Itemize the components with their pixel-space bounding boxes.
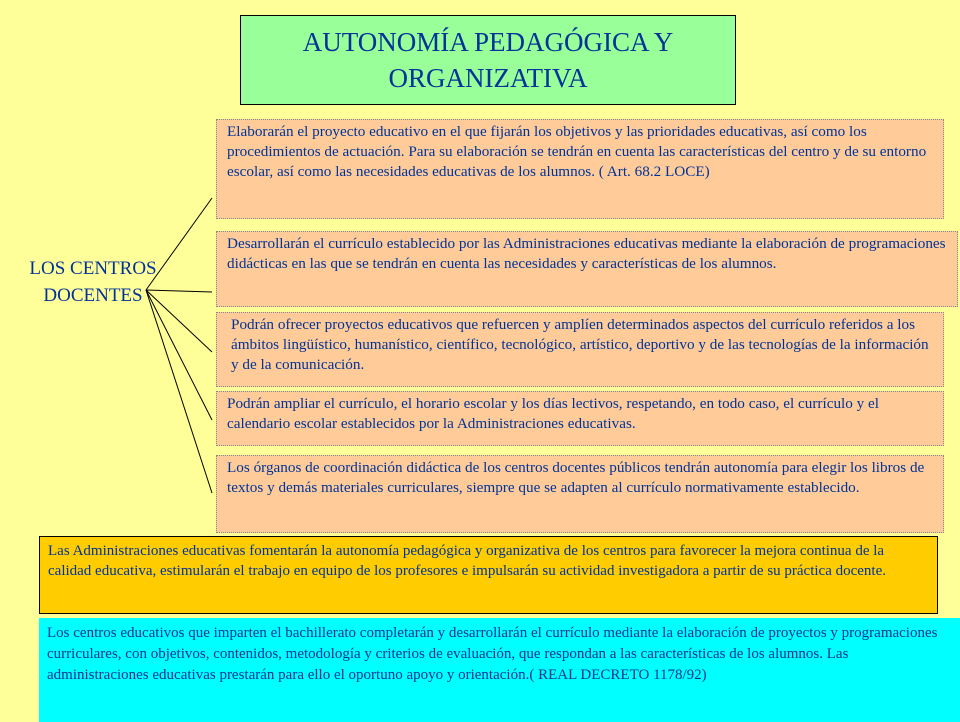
- branch-box-proyectos-educativos: Podrán ofrecer proyectos educativos que refuercen y amplíen determinados aspectos del currículo referidos a los ámbitos lingüístico, humanístico, científico, tecnológico, artístico, deportivo y de las tecnologías de la información y de la comunicación.: [216, 312, 944, 387]
- branch-box-desarrollo-curriculo: Desarrollarán el currículo establecido por las Administraciones educativas mediante la elaboración de programaciones didácticas en las que se tendrán en cuenta las necesidades y características de los alumnos.: [216, 231, 958, 307]
- page-title: AUTONOMÍA PEDAGÓGICA Y ORGANIZATIVA: [302, 27, 674, 93]
- admin-note-box: Las Administraciones educativas fomentarán la autonomía pedagógica y organizativa de los centros para favorecer la mejora continua de la calidad educativa, estimularán el trabajo en equipo de los profesores e impulsarán su actividad investigadora a partir de su práctica docente.: [39, 536, 938, 614]
- connector-line: [146, 290, 212, 420]
- branch-box-organos-coordinacion: Los órganos de coordinación didáctica de los centros docentes públicos tendrán autonomía para elegir los libros de textos y demás materiales curriculares, siempre que se adapten al currículo normativamente establecido.: [216, 455, 944, 533]
- branch-box-proyecto-educativo: Elaborarán el proyecto educativo en el que fijarán los objetivos y las prioridades educativas, así como los procedimientos de actuación. Para su elaboración se tendrán en cuenta las características del centro y de su entorno escolar, así como las necesidades educativas de los alumnos. ( Art. 68.2 LOCE): [216, 119, 944, 219]
- branch-box-ampliar-curriculo: Podrán ampliar el currículo, el horario escolar y los días lectivos, respetando, en todo caso, el currículo y el calendario escolar establecidos por la Administraciones educativas.: [216, 391, 944, 446]
- root-label: LOS CENTROS DOCENTES: [29, 258, 157, 306]
- bachillerato-note-box: Los centros educativos que imparten el bachillerato completarán y desarrollarán el currículo mediante la elaboración de proyectos y programaciones curriculares, con objetivos, contenidos, metodología y criterios de evaluación, que respondan a las características de los alumnos. Las administraciones educativas prestarán para ello el oportuno apoyo y orientación.( REAL DECRETO 1178/92): [39, 618, 960, 722]
- title-box: [240, 15, 736, 105]
